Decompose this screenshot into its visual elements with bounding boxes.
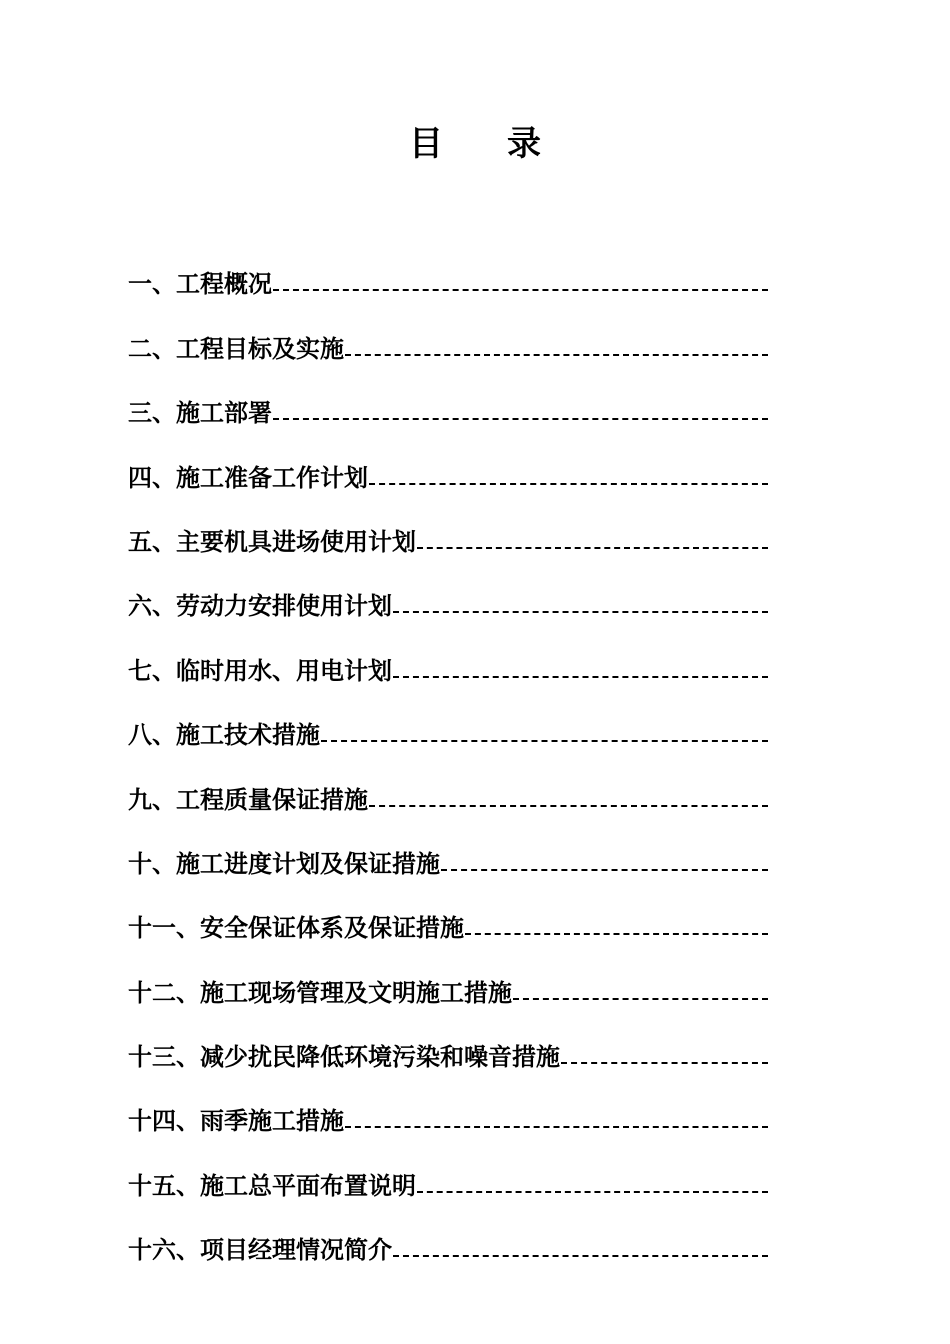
toc-leader-line: [369, 805, 768, 807]
toc-item: [128, 1013, 768, 1077]
toc-leader-line: [321, 740, 768, 742]
toc-leader-line: [345, 354, 768, 356]
toc-item-label: 六、劳动力安排使用计划: [128, 592, 392, 621]
toc-item: [128, 433, 768, 497]
toc-item: [128, 948, 768, 1012]
toc-item-label: 八、施工技术措施: [128, 721, 320, 750]
toc-leader-line: [273, 289, 768, 291]
toc-item-label: 十六、项目经理情况简介: [128, 1236, 392, 1265]
toc-item-label: 十三、减少扰民降低环境污染和噪音措施: [128, 1043, 560, 1072]
toc-item-label: 七、临时用水、用电计划: [128, 656, 392, 685]
toc-leader-line: [513, 998, 768, 1000]
toc-leader-line: [393, 1255, 768, 1257]
toc-item: [128, 1077, 768, 1141]
toc-leader-line: [465, 933, 768, 935]
toc-leader-line: [441, 869, 768, 871]
toc-item-label: 十一、安全保证体系及保证措施: [128, 914, 464, 943]
toc-leader-line: [369, 483, 768, 485]
toc-item: [128, 626, 768, 690]
toc-leader-line: [417, 547, 768, 549]
toc-leader-line: [417, 1191, 768, 1193]
toc-item: [128, 369, 768, 433]
toc-item-label: 二、工程目标及实施: [128, 334, 344, 363]
toc-item-label: 一、工程概况: [128, 270, 272, 299]
toc-item: [128, 498, 768, 562]
toc-leader-line: [393, 611, 768, 613]
page-title: 目录: [409, 123, 605, 164]
toc-item: [128, 240, 768, 304]
toc-item: [128, 1141, 768, 1205]
toc-leader-line: [561, 1062, 768, 1064]
toc-leader-line: [393, 676, 768, 678]
toc-item: [128, 1206, 768, 1270]
toc-item: [128, 820, 768, 884]
toc-item-label: 十四、雨季施工措施: [128, 1107, 344, 1136]
toc-item-label: 十五、施工总平面布置说明: [128, 1171, 416, 1200]
toc-item-label: 四、施工准备工作计划: [128, 463, 368, 492]
toc-item: [128, 755, 768, 819]
table-of-contents: [128, 240, 768, 1270]
toc-item-label: 十二、施工现场管理及文明施工措施: [128, 978, 512, 1007]
toc-leader-line: [273, 418, 768, 420]
toc-item: [128, 691, 768, 755]
toc-item: [128, 884, 768, 948]
toc-item: [128, 562, 768, 626]
toc-item-label: 十、施工进度计划及保证措施: [128, 849, 440, 878]
toc-leader-line: [345, 1126, 768, 1128]
toc-item-label: 九、工程质量保证措施: [128, 785, 368, 814]
toc-item-label: 三、施工部署: [128, 399, 272, 428]
toc-item-label: 五、主要机具进场使用计划: [128, 527, 416, 556]
toc-item: [128, 304, 768, 368]
